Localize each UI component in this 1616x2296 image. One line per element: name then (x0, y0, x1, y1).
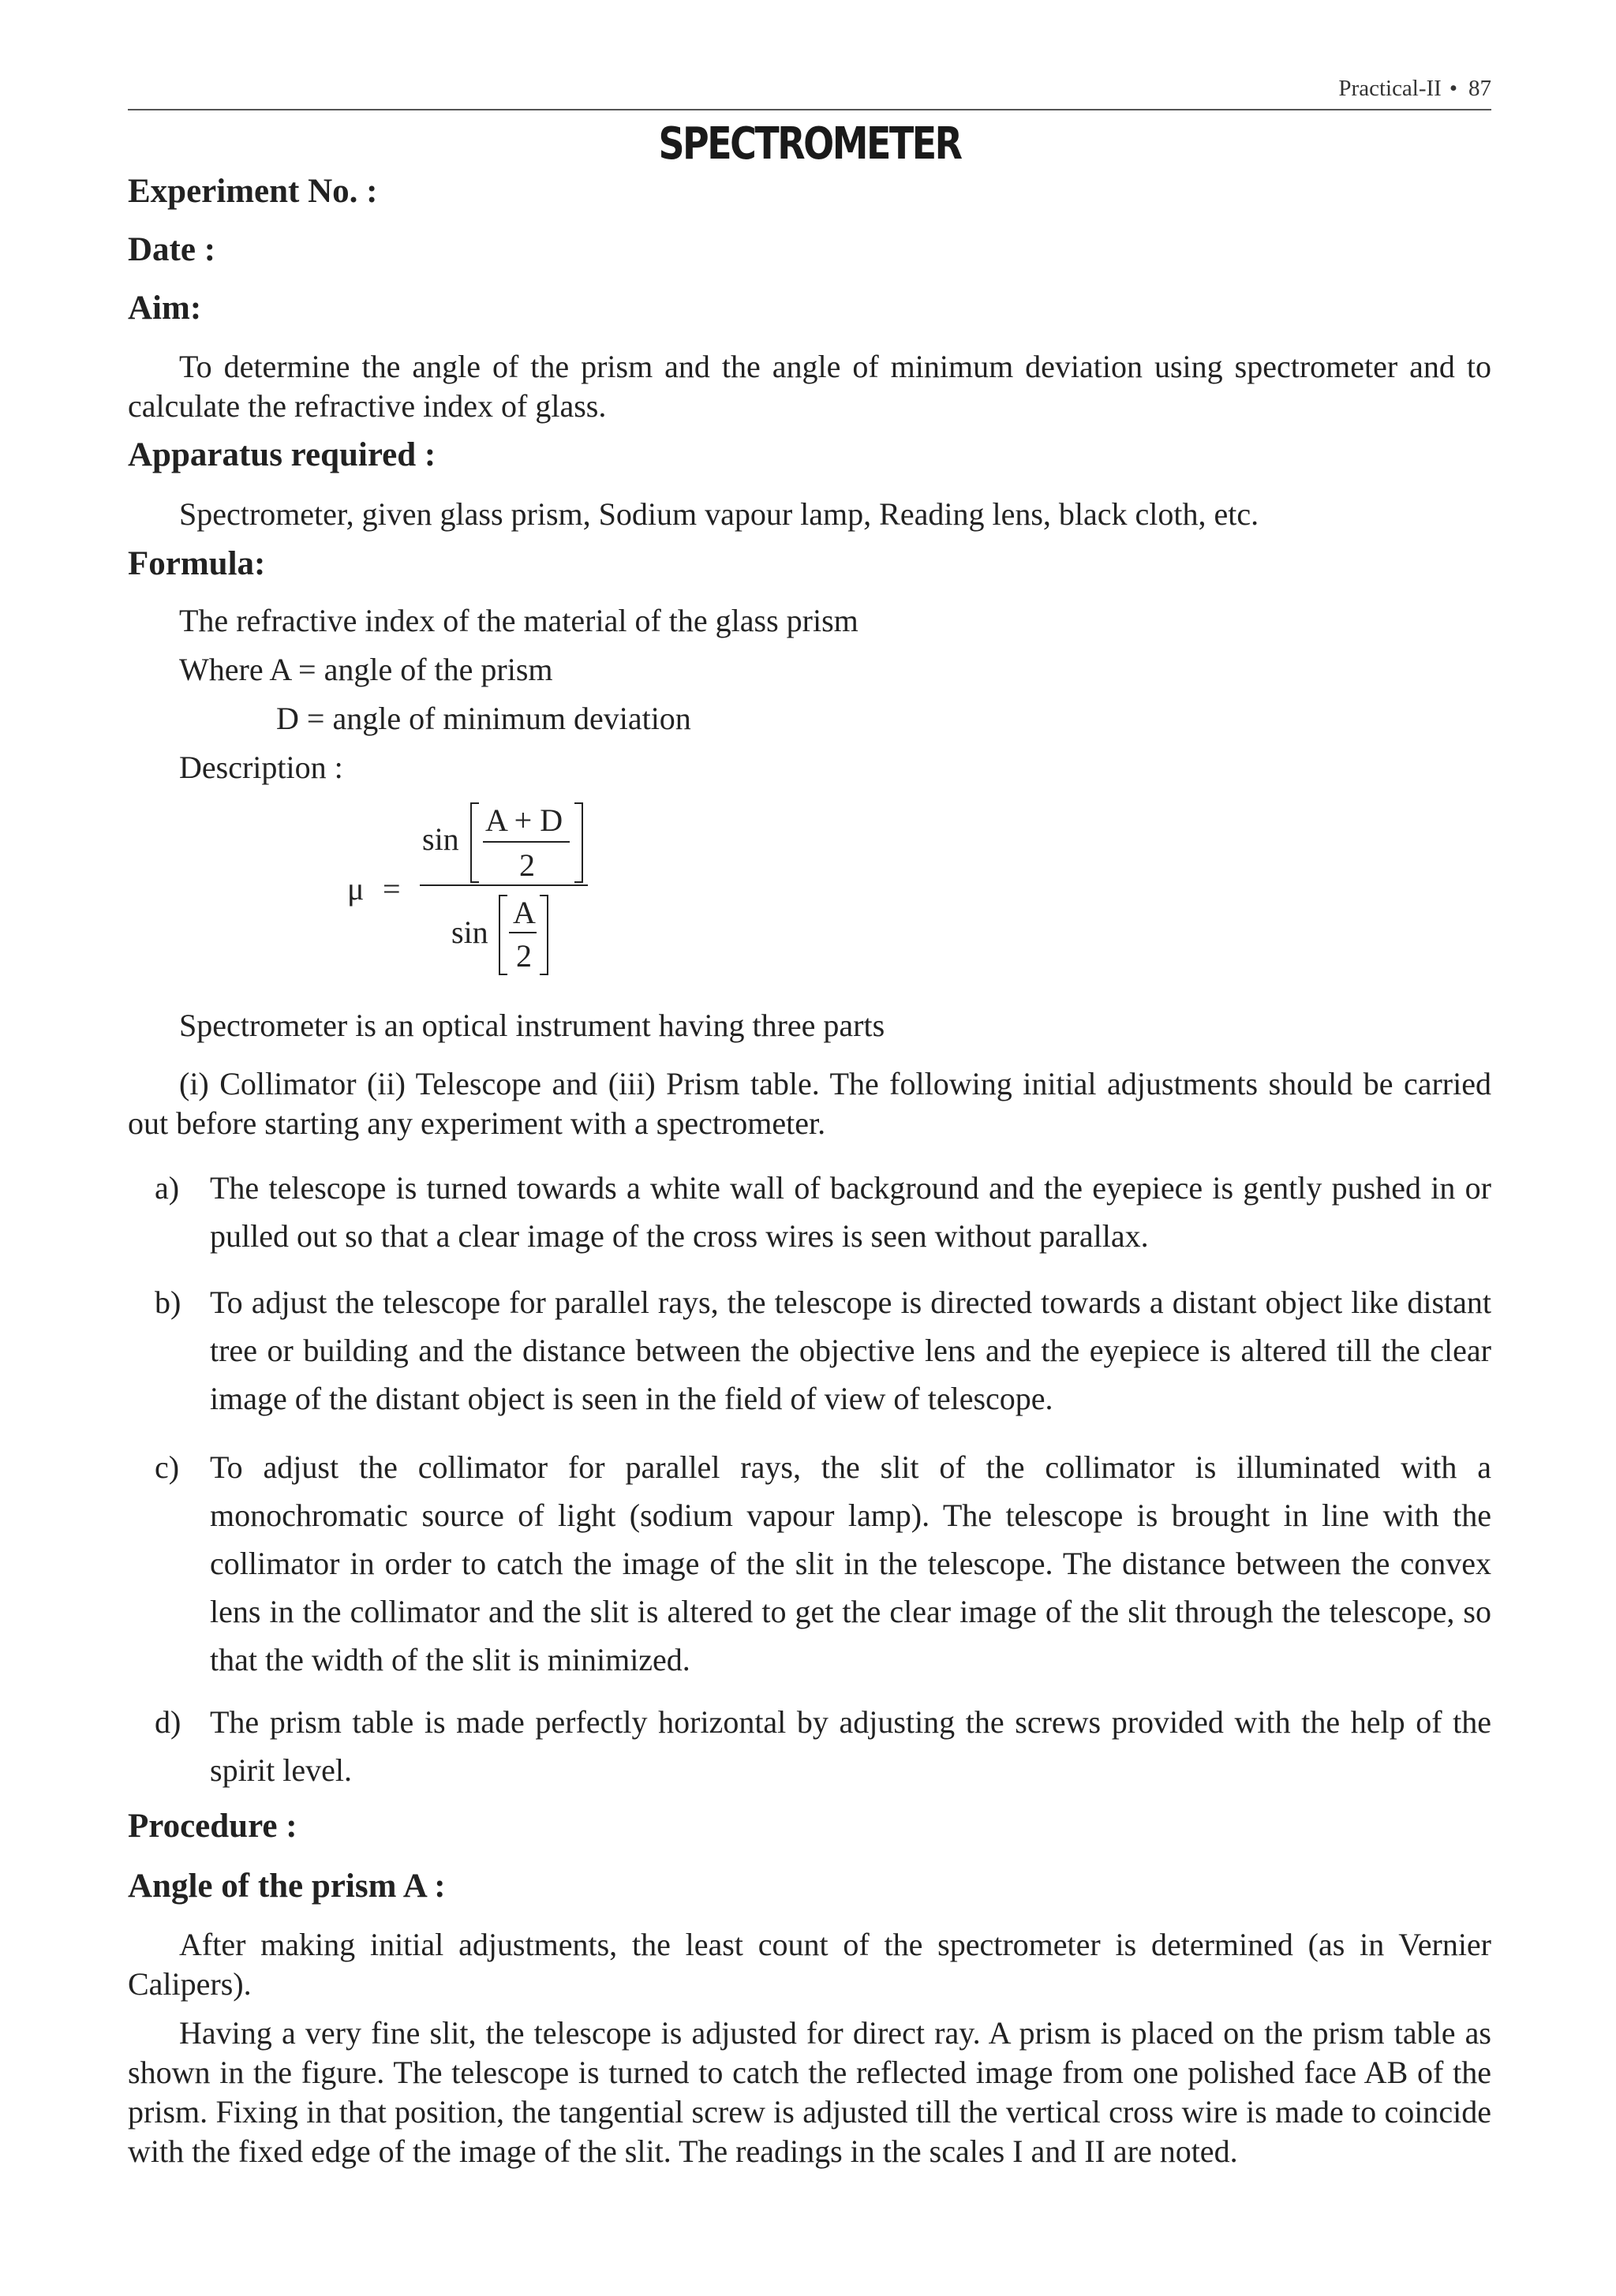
adjustment-item-b (128, 1278, 1491, 1423)
adjustment-label: a) (155, 1170, 180, 1206)
page-number: 87 (1468, 76, 1491, 101)
eq-num-top: A + D (485, 802, 563, 838)
eq-equals: = (383, 871, 401, 907)
adjustment-text: To adjust the telescope for parallel rays, the telescope is directed towards a distant object like distant tree or building and the distance between the objective lens and the eyepiece is altered till the clear image of the distant object is seen in the field of view of telescope. (210, 1284, 1491, 1416)
adjustment-item-a (128, 1164, 1491, 1260)
parts-paragraph: (i) Collimator (ii) Telescope and (iii) Prism table. The following initial adjustments should be carried out before starting any experiment with a spectrometer. (128, 1066, 1491, 1141)
eq-den-right-bracket (540, 896, 548, 974)
intro-line: Spectrometer is an optical instrument having three parts (179, 1008, 885, 1043)
eq-num-sin: sin (422, 821, 459, 857)
eq-num-right-bracket (574, 803, 582, 882)
adjustment-label: b) (155, 1284, 181, 1320)
eq-den-top: A (513, 895, 536, 930)
apparatus-paragraph: Spectrometer, given glass prism, Sodium vapour lamp, Reading lens, black cloth, etc. (179, 496, 1259, 532)
running-head-bullet: • (1449, 76, 1457, 101)
heading-experiment-no: Experiment No. : (128, 173, 378, 210)
adjustment-text: The prism table is made perfectly horizontal by adjusting the screws provided with the help of the spirit level. (210, 1704, 1491, 1788)
eq-num-left-bracket (471, 803, 479, 882)
adjustment-item-c (128, 1443, 1491, 1684)
heading-apparatus: Apparatus required : (128, 436, 436, 473)
eq-mu: μ (347, 871, 365, 907)
heading-formula: Formula: (128, 545, 266, 582)
formula-line-4: Description : (179, 750, 343, 785)
running-head (1338, 76, 1491, 102)
header-rule (128, 109, 1491, 110)
adjustment-label: d) (155, 1704, 181, 1740)
eq-num-bottom: 2 (519, 847, 535, 883)
heading-date: Date : (128, 231, 216, 268)
page-title: SPECTROMETER (658, 118, 961, 170)
aim-paragraph: To determine the angle of the prism and the angle of minimum deviation using spectrometer and to calculate the refractive index of glass. (128, 349, 1491, 424)
procedure-paragraph-1: After making initial adjustments, the least count of the spectrometer is determined (as in Vernier Calipers). (128, 1927, 1491, 2002)
procedure-paragraph-2: Having a very fine slit, the telescope is adjusted for direct ray. A prism is placed on the prism table as shown in the figure. The telescope is turned to catch the reflected image from one polished face AB of the prism. Fixing in that position, the tangential screw is adjusted till the vertical cross wire is made to coincide with the fixed edge of the image of the slit. The readings in the scales I and II are noted. (128, 2015, 1491, 2169)
eq-den-left-bracket (499, 896, 507, 974)
eq-den-sin: sin (451, 914, 488, 950)
formula-line-3: D = angle of minimum deviation (276, 701, 691, 736)
heading-aim: Aim: (128, 290, 202, 327)
adjustment-label: c) (155, 1449, 180, 1485)
formula-line-1: The refractive index of the material of the glass prism (179, 603, 858, 638)
heading-procedure: Procedure : (128, 1808, 297, 1845)
adjustment-text: The telescope is turned towards a white wall of background and the eyepiece is gently pushed in or pulled out so that a clear image of the cross wires is seen without parallax. (210, 1170, 1491, 1254)
adjustment-item-d (128, 1698, 1491, 1794)
eq-den-bottom: 2 (516, 938, 532, 974)
adjustment-text: To adjust the collimator for parallel rays, the slit of the collimator is illuminated with a monochromatic source of light (sodium vapour lamp). The telescope is brought in line with the collimator in order to catch the image of the slit in the telescope. The distance between the convex lens in the collimator and the slit is altered to get the clear image of the slit through the telescope, so that the width of the slit is minimized. (210, 1449, 1491, 1677)
refractive-index-equation (347, 797, 608, 978)
heading-angle-of-prism: Angle of the prism A : (128, 1868, 446, 1905)
running-head-title: Practical-II (1338, 76, 1442, 101)
formula-line-2: Where A = angle of the prism (179, 652, 553, 687)
